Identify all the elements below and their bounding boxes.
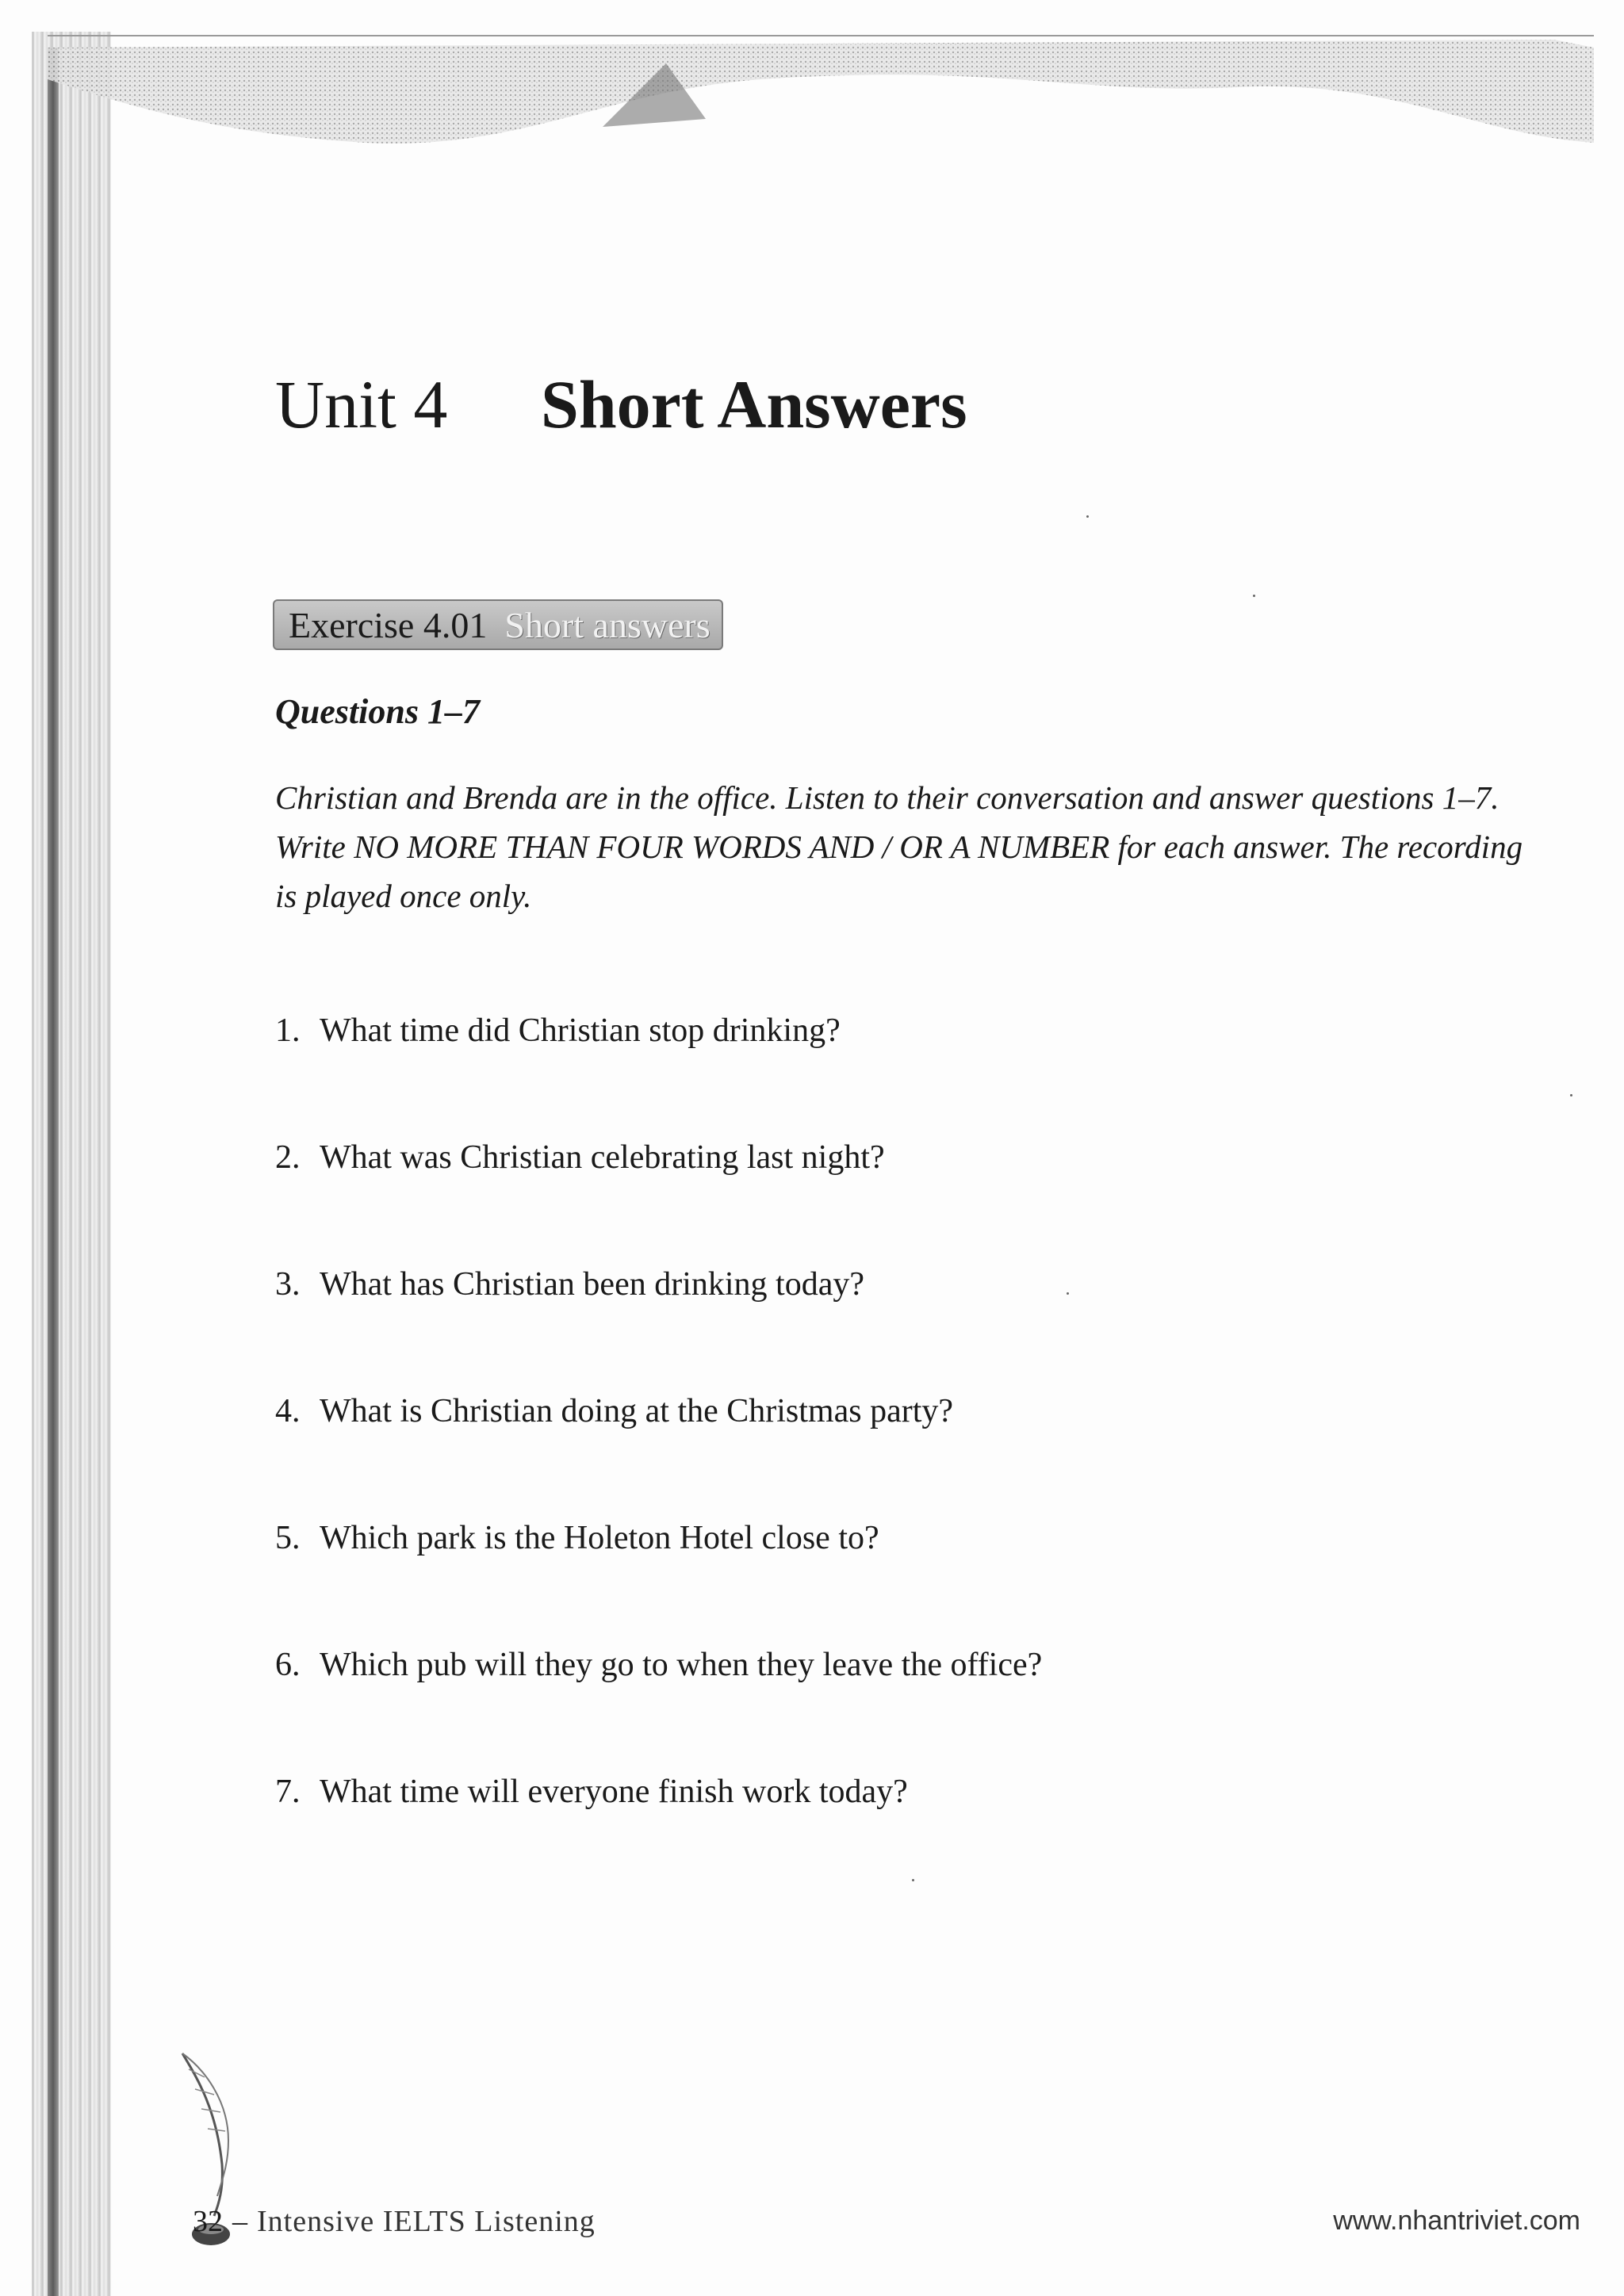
question-list [275, 1007, 1042, 1895]
question-item [275, 1768, 1042, 1895]
exercise-badge [273, 599, 723, 650]
questions-heading: Questions 1–7 [275, 692, 480, 731]
question-text: What time will everyone finish work today? [320, 1774, 908, 1810]
question-number: 6. [275, 1647, 301, 1683]
page-title [275, 361, 967, 448]
scan-binding-edge [32, 32, 111, 2296]
question-number: 4. [275, 1393, 301, 1429]
exercise-number: Exercise 4.01 [289, 604, 488, 645]
unit-name: Short Answers [541, 366, 967, 442]
page-number: 32 [193, 2205, 223, 2238]
question-item [275, 1261, 1042, 1387]
question-number: 3. [275, 1266, 301, 1303]
question-item [275, 1641, 1042, 1768]
question-number: 5. [275, 1520, 301, 1556]
instructions-line: is played once only. [275, 878, 532, 914]
instructions [275, 773, 1584, 920]
question-item [275, 1514, 1042, 1641]
question-item [275, 1007, 1042, 1134]
footer-separator: – [232, 2205, 247, 2238]
question-text: What time did Christian stop drinking? [320, 1012, 841, 1049]
book-title: Intensive IELTS Listening [257, 2205, 596, 2238]
question-text: What has Christian been drinking today? [320, 1266, 864, 1303]
decorative-wave-banner [48, 32, 1594, 159]
question-text: Which pub will they go to when they leave the office? [320, 1647, 1043, 1683]
unit-label: Unit 4 [275, 366, 448, 442]
question-number: 1. [275, 1012, 301, 1049]
footer-website: www.nhantriviet.com [1333, 2206, 1580, 2236]
question-text: What was Christian celebrating last night? [320, 1139, 885, 1176]
scan-speck [912, 1879, 914, 1881]
exercise-name: Short answers [504, 604, 710, 645]
scan-speck [1570, 1094, 1572, 1096]
scan-speck [1067, 1292, 1069, 1295]
question-text: Which park is the Holeton Hotel close to? [320, 1520, 879, 1556]
instructions-line: Write NO MORE THAN FOUR WORDS AND / OR A NUMBER for each answer. The recording [275, 828, 1523, 865]
footer-book-info [178, 2204, 596, 2239]
question-number: 2. [275, 1139, 301, 1176]
scan-speck [1086, 515, 1089, 518]
scan-speck [1253, 595, 1255, 597]
question-text: What is Christian doing at the Christmas party? [320, 1393, 954, 1429]
question-item [275, 1387, 1042, 1514]
question-number: 7. [275, 1774, 301, 1810]
instructions-line: Christian and Brenda are in the office. Listen to their conversation and answer questions 1–7. [275, 779, 1500, 816]
question-item [275, 1134, 1042, 1261]
scan-binding-shadow [48, 48, 59, 2296]
